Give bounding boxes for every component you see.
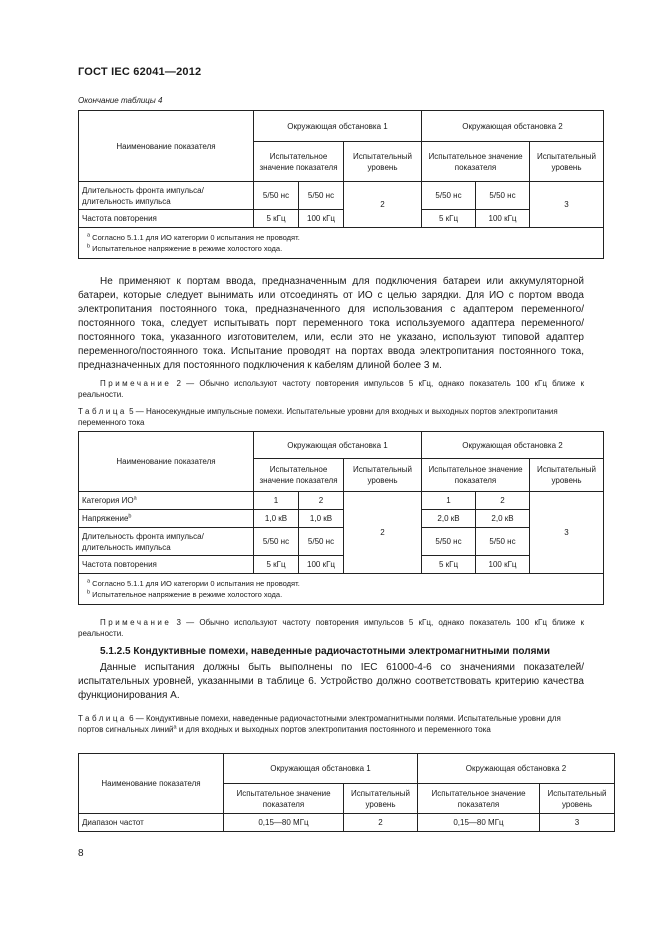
footnote-b: $^b$ Испытательное напряжение в режиме холостого хода.: [87, 243, 283, 253]
cell-value: 5 кГц: [254, 210, 299, 228]
table-row: [79, 814, 615, 832]
col-header-test-level: Испытательный уровень: [540, 784, 615, 814]
page-number: 8: [78, 848, 84, 859]
table6: [78, 753, 615, 832]
body-paragraph: Данные испытания должны быть выполнены по IEC 61000-4-6 со значениями показателей/испытательных уровней, указанными в таблице 6. Устройство должно соответствовать критерию качества функционирования А.: [78, 662, 584, 701]
table-row: [79, 528, 604, 556]
table4: [78, 110, 604, 259]
col-header-test-level: Испытательный уровень: [344, 784, 418, 814]
cell-value: 1: [254, 492, 299, 510]
body-paragraph: Не применяют к портам ввода, предназначенным для подключения батареи или аккумуляторной батареи, которые следует вынимать или отсоединять от ИО с целью зарядки. Для ИО с портом ввода электропитания постоянного тока, предназначенного для использования с адаптером переменного/постоянного тока, следует испытывать порт переменного тока используемого адаптера переменного/постоянного тока, указанного изготовителем, или, если это не указано, используют типовой адаптер переменного/постоянного тока. Испытание проводят на портах ввода электропитания постоянного тока, предназначенных для постоянного подключения к кабелям длиной более 3 м.: [78, 276, 584, 371]
col-header-test-level: Испытательный уровень: [344, 459, 422, 492]
col-header-env1: Окружающая обстановка 1: [254, 432, 422, 459]
cell-value: 2,0 кВ: [422, 510, 476, 528]
col-header-test-value: Испытательное значение показателя: [422, 459, 530, 492]
cell-value: 5/50 нс: [422, 182, 476, 210]
table5-footnotes: [79, 574, 604, 605]
col-header-test-value: Испытательное значение показателя: [254, 142, 344, 182]
col-header-env2: Окружающая обстановка 2: [422, 111, 604, 142]
cell-value: 0,15—80 МГц: [418, 814, 540, 832]
cell-value: 5 кГц: [422, 556, 476, 574]
footnote-a: $^a$ Согласно 5.1.1 для ИО категории 0 испытания не проводят.: [87, 232, 300, 242]
row-label: Категория $ИО^a$: [79, 492, 254, 510]
row-label: Длительность фронта импульса/ длительность импульса: [79, 182, 254, 210]
table-row: [79, 556, 604, 574]
cell-level: 2: [344, 182, 422, 228]
col-header-test-level: Испытательный уровень: [344, 142, 422, 182]
cell-value: 100 кГц: [299, 210, 344, 228]
cell-value: 5/50 нс: [299, 528, 344, 556]
table-row: [79, 210, 604, 228]
col-header-test-value: Испытательное значение показателя: [418, 784, 540, 814]
col-header-test-level: Испытательный уровень: [530, 142, 604, 182]
section-heading: 5.1.2.5 Кондуктивные помехи, наведенные радиочастотными электромагнитными полями: [100, 646, 550, 657]
col-header-env1: Окружающая обстановка 1: [224, 754, 418, 784]
footnote-b: $^b$ Испытательное напряжение в режиме холостого хода.: [87, 589, 283, 599]
table6-caption: Таблица 6 — Кондуктивные помехи, наведенные радиочастотными электромагнитными полями. Испытательные уровни для портов сигнальных линий$^a$ и для входных и выходных портов электропитания постоянного и переменного тока: [78, 714, 561, 734]
cell-value: 1: [422, 492, 476, 510]
row-label: Диапазон частот: [79, 814, 224, 832]
col-header-env2: Окружающая обстановка 2: [422, 432, 604, 459]
cell-value: 100 кГц: [476, 556, 530, 574]
cell-value: 5/50 нс: [476, 182, 530, 210]
cell-value: 2: [299, 492, 344, 510]
row-label: Длительность фронта импульса/ длительность импульса: [79, 528, 254, 556]
col-header-test-value: Испытательное значение показателя: [254, 459, 344, 492]
cell-level: 2: [344, 492, 422, 574]
col-header-name: Наименование показателя: [79, 111, 254, 182]
row-label: Напряжение$^b$: [79, 510, 254, 528]
cell-value: 100 кГц: [299, 556, 344, 574]
table-row: [79, 182, 604, 210]
cell-value: 5 кГц: [254, 556, 299, 574]
cell-value: 5/50 нс: [254, 528, 299, 556]
col-header-env2: Окружающая обстановка 2: [418, 754, 615, 784]
table5: [78, 431, 604, 605]
cell-value: 5/50 нс: [422, 528, 476, 556]
table4-caption: Окончание таблицы 4: [78, 96, 163, 105]
col-header-test-value: Испытательное значение показателя: [422, 142, 530, 182]
cell-level: 2: [344, 814, 418, 832]
cell-value: 2: [476, 492, 530, 510]
cell-level: 3: [530, 492, 604, 574]
table-row: [79, 492, 604, 510]
cell-value: 100 кГц: [476, 210, 530, 228]
cell-value: 1,0 кВ: [254, 510, 299, 528]
col-header-env1: Окружающая обстановка 1: [254, 111, 422, 142]
note-3: Примечание 3 — Обычно используют частоту повторения импульсов 5 кГц, однако показатель 100 кГц ближе к реальности.: [78, 618, 584, 638]
cell-level: 3: [530, 182, 604, 228]
col-header-test-level: Испытательный уровень: [530, 459, 604, 492]
table4-footnotes: [79, 228, 604, 259]
cell-value: 1,0 кВ: [299, 510, 344, 528]
cell-value: 2,0 кВ: [476, 510, 530, 528]
cell-value: 0,15—80 МГц: [224, 814, 344, 832]
cell-value: 5/50 нс: [299, 182, 344, 210]
cell-value: 5/50 нс: [476, 528, 530, 556]
document-header: ГОСТ IEC 62041—2012: [78, 66, 202, 78]
table-row: [79, 510, 604, 528]
col-header-name: Наименование показателя: [79, 754, 224, 814]
cell-value: 5/50 нс: [254, 182, 299, 210]
col-header-name: Наименование показателя: [79, 432, 254, 492]
table5-caption: Таблица 5 — Наносекундные импульсные помехи. Испытательные уровни для входных и выходных портов электропитания переменного тока: [78, 407, 558, 427]
footnote-a: $^a$ Согласно 5.1.1 для ИО категории 0 испытания не проводят.: [87, 578, 300, 588]
row-label: Частота повторения: [79, 556, 254, 574]
note-2: Примечание 2 — Обычно используют частоту повторения импульсов 5 кГц, однако показатель 100 кГц ближе к реальности.: [78, 379, 584, 399]
col-header-test-value: Испытательное значение показателя: [224, 784, 344, 814]
row-label: Частота повторения: [79, 210, 254, 228]
cell-value: 5 кГц: [422, 210, 476, 228]
cell-level: 3: [540, 814, 615, 832]
